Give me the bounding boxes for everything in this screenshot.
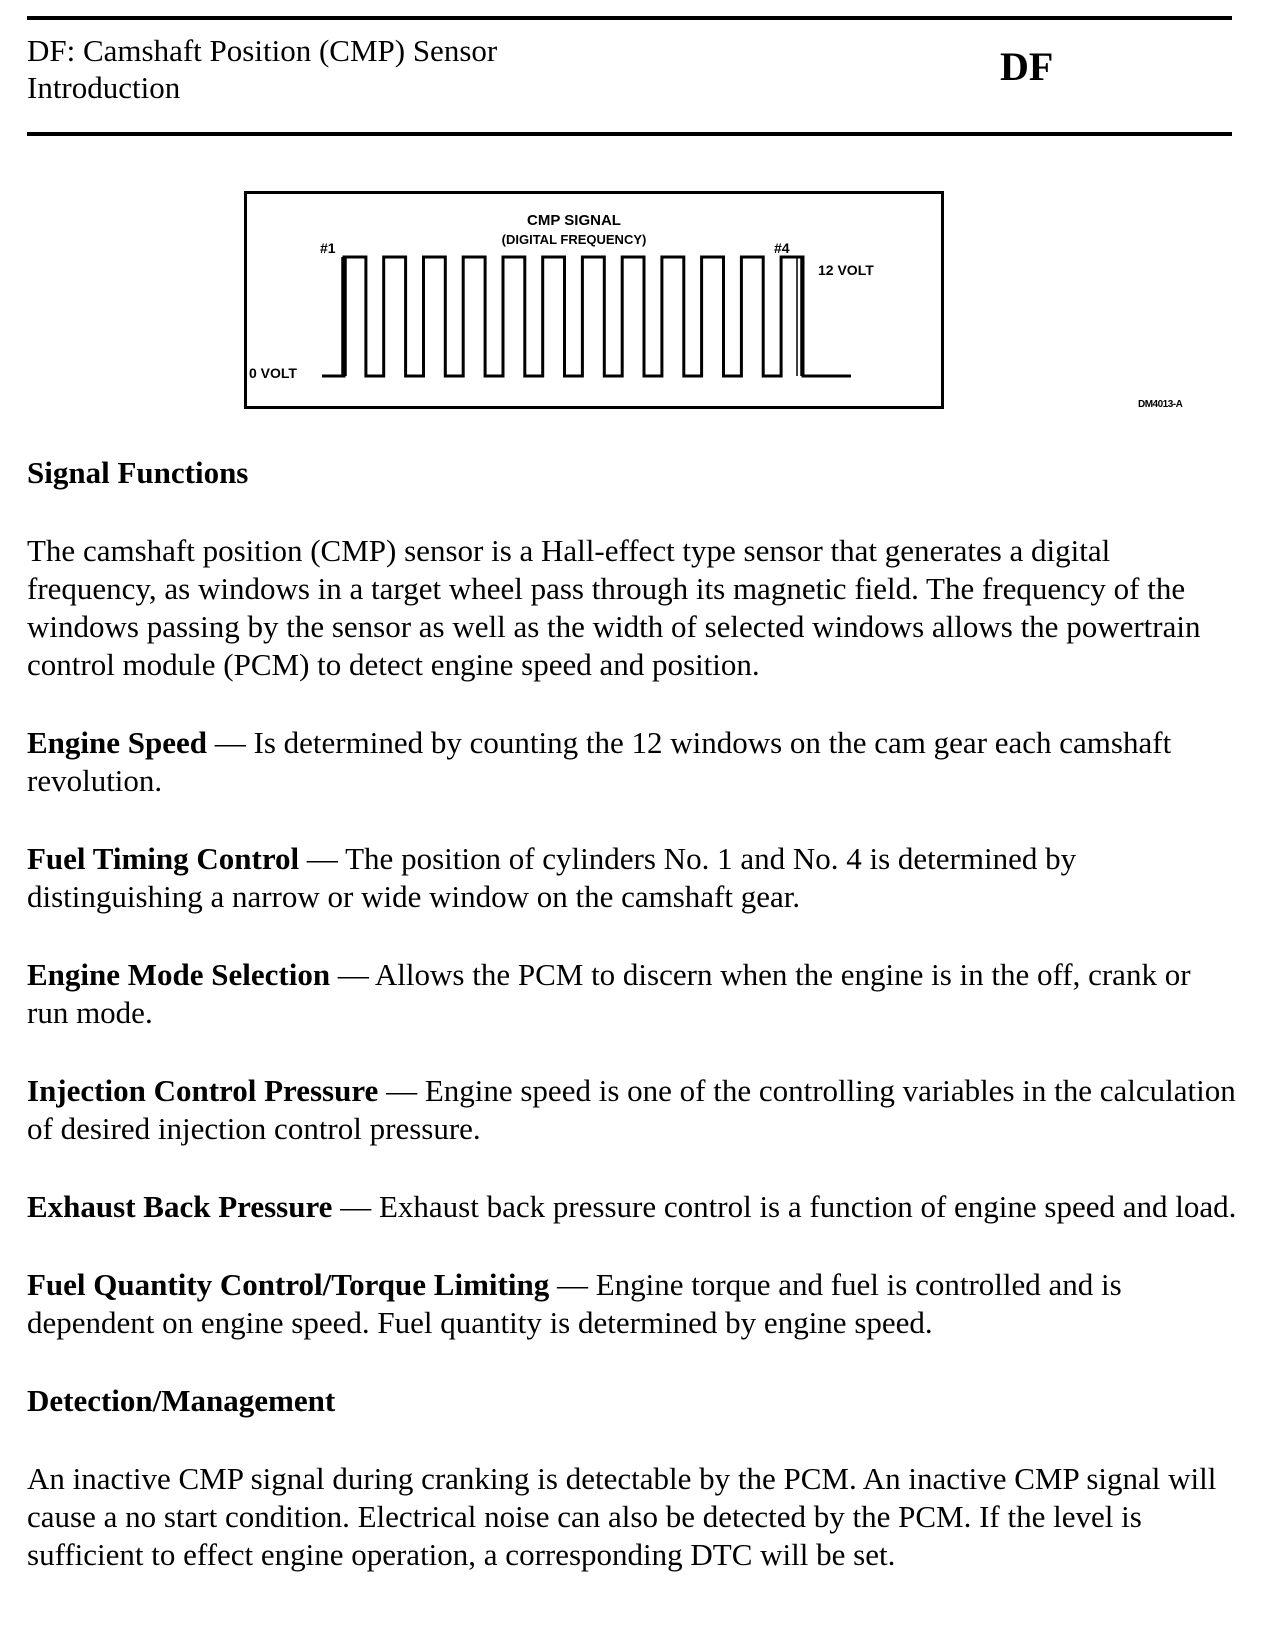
figure-code: DM4013-A — [1138, 399, 1183, 410]
section-code: DF — [1000, 44, 1054, 89]
detection-management-body: An inactive CMP signal during cranking is detectable by the PCM. An inactive CMP signal will cause a no start condition. Electrical noise can also be detected by the PCM. If the level is sufficient to effect engine operation, a corresponding DTC will be set. — [27, 1461, 1217, 1572]
item-separator: — — [332, 1189, 379, 1224]
figure-subtitle: (DIGITAL FREQUENCY) — [501, 232, 647, 247]
item-separator: — — [299, 841, 346, 876]
detection-management-heading: Detection/Management — [27, 1383, 336, 1418]
marker-cylinder-4: #4 — [774, 240, 790, 256]
definition-item — [27, 840, 1237, 916]
marker-edge-lines — [342, 257, 801, 376]
header-bottom-rule — [27, 132, 1232, 136]
high-voltage-label: 12 VOLT — [818, 262, 874, 278]
item-description: Engine speed is one of the controlling variables in the calculation of desired injection control pressure. — [27, 1073, 1236, 1146]
item-separator: — — [549, 1267, 596, 1302]
definition-item — [27, 1188, 1237, 1226]
definition-item — [27, 1072, 1237, 1148]
document-body — [27, 454, 1237, 1614]
cmp-signal-diagram — [244, 191, 944, 409]
figure-title: CMP SIGNAL — [527, 212, 621, 229]
definition-item — [27, 956, 1237, 1032]
item-description: Allows the PCM to discern when the engine is in the off, crank or run mode. — [27, 957, 1191, 1030]
item-term: Engine Speed — [27, 725, 208, 760]
definition-item — [27, 724, 1237, 800]
signal-functions-intro: The camshaft position (CMP) sensor is a Hall-effect type sensor that generates a digital frequency, as windows in a target wheel pass through its magnetic field. The frequency of the windows passing by the sensor as well as the width of selected windows allows the powertrain control module (PCM) to detect engine speed and position. — [27, 533, 1201, 682]
item-description: Exhaust back pressure control is a function of engine speed and load. — [378, 1189, 1237, 1224]
item-description: Engine torque and fuel is controlled and is dependent on engine speed. Fuel quantity is determined by engine speed. — [27, 1267, 1122, 1340]
definition-item — [27, 1266, 1237, 1342]
cmp-signal-figure — [244, 191, 944, 409]
item-separator: — — [207, 725, 254, 760]
header-top-rule — [27, 16, 1232, 20]
item-term: Engine Mode Selection — [27, 957, 331, 992]
item-term: Fuel Timing Control — [27, 841, 300, 876]
header-title-line1: DF: Camshaft Position (CMP) Sensor — [27, 33, 498, 68]
item-separator: — — [378, 1073, 425, 1108]
square-wave-signal — [322, 257, 851, 376]
item-separator: — — [330, 957, 375, 992]
marker-cylinder-1: #1 — [320, 240, 336, 256]
item-description: Is determined by counting the 12 windows on the cam gear each camshaft revolution. — [27, 725, 1172, 798]
signal-functions-heading: Signal Functions — [27, 455, 249, 490]
item-term: Exhaust Back Pressure — [27, 1189, 333, 1224]
header-title-line2: Introduction — [27, 70, 181, 105]
item-term: Fuel Quantity Control/Torque Limiting — [27, 1267, 550, 1302]
page-header-title — [27, 32, 497, 106]
item-description: The position of cylinders No. 1 and No. 4 is determined by distinguishing a narrow or wide window on the camshaft gear. — [27, 841, 1077, 914]
low-voltage-label: 0 VOLT — [249, 365, 297, 381]
item-term: Injection Control Pressure — [27, 1073, 379, 1108]
